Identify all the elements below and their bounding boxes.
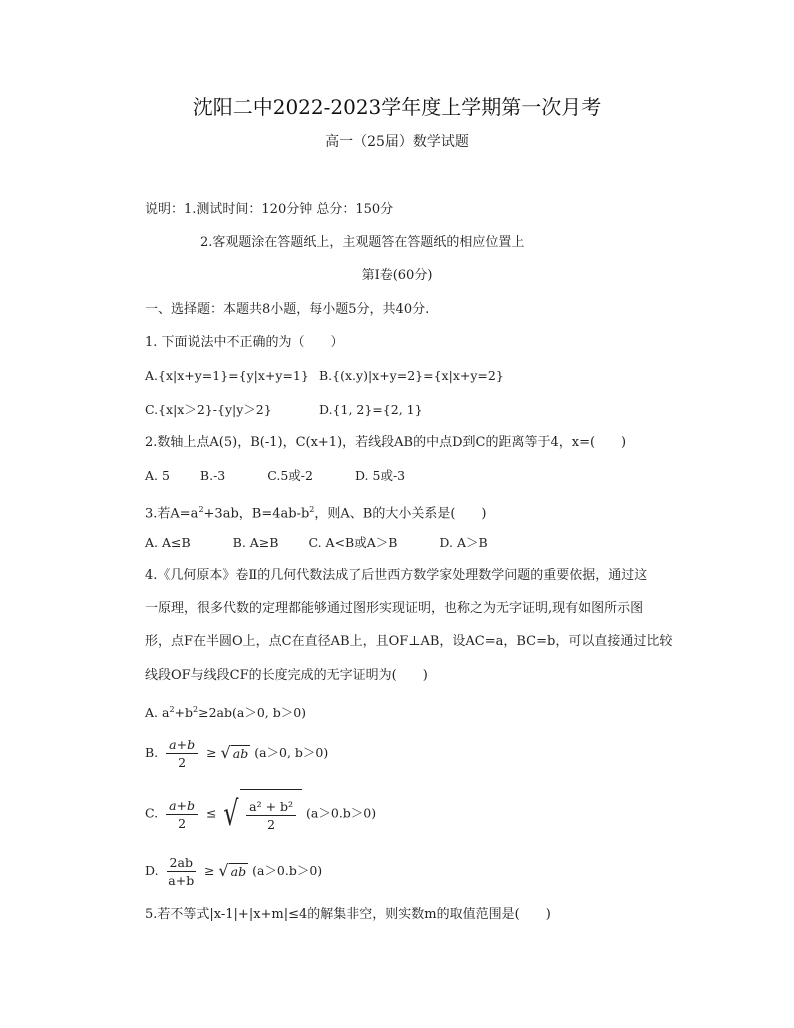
question-3-options (145, 534, 488, 552)
instructions-line-2: 2.客观题涂在答题纸上，主观题答在答题纸的相应位置上 (200, 235, 525, 250)
question-3-stem: 3.若$A=a^2+3ab$，$B=4ab-b^2$，则A、B的大小关系是( ) (145, 505, 487, 522)
question-2-option-a: A. 5 (145, 468, 170, 483)
square-root: √ ab (218, 861, 247, 880)
volume-heading: 第Ⅰ卷(60分) (361, 268, 433, 283)
question-2-options (145, 467, 405, 485)
exam-title: 沈阳二中2022-2023学年度上学期第一次月考 (192, 95, 602, 119)
question-4-option-a: A. $a^2+b^2\ge 2ab(a>0$, b＞0) (145, 705, 307, 721)
question-3-option-c: C. A<B或A＞B (308, 535, 398, 550)
question-1-option-a: A.{x|x+y=1}={y|x+y=1} (145, 368, 309, 383)
question-2-stem: 2.数轴上点A(5)，B(-1)，C(x+1)，若线段AB的中点D到C的距离等于4，x=( ) (145, 435, 627, 450)
question-2-option-b: B.-3 (199, 468, 226, 483)
question-1-option-d: D.{1, 2}={2, 1} (319, 402, 423, 417)
question-4-line-3: 形，点F在半圆O上，点C在直径AB上，且OF⊥AB，设AC=a，BC=b，可以直接通过比较 (145, 634, 673, 649)
question-1-option-b: B.{(x.y)|x+y=2}={x|x+y=2} (319, 368, 504, 383)
exam-subtitle: 高一（25届）数学试题 (325, 134, 469, 150)
question-5-stem: 5.若不等式|x-1|+|x+m|≤4的解集非空，则实数m的取值范围是( ) (145, 907, 551, 922)
instructions-line-1: 说明：1.测试时间：120分钟 总分：150分 (145, 202, 394, 217)
question-4-option-b: B. $\frac{a+b}{2}$ ≥ √ ab (a＞0, b＞0) (145, 733, 328, 774)
question-3-option-b: B. A≥B (232, 535, 279, 550)
question-1-option-c: C.{x|x＞2}-{y|y＞2} (145, 402, 272, 417)
question-4-option-d: D. $\frac{2ab}{a+b}$ ≥ √ ab (a＞0.b＞0) (145, 851, 322, 892)
question-1-stem: 1. 下面说法中不正确的为（ ） (145, 335, 344, 350)
fraction: $\frac{a+b}{2}$ (166, 797, 198, 832)
square-root: √ ab (220, 743, 249, 762)
question-3-option-d: D. A＞B (439, 535, 488, 550)
question-4-line-4: 线段OF与线段CF的长度完成的无字证明为( ) (145, 668, 428, 683)
question-2-option-d: D. 5或-3 (354, 468, 406, 483)
question-3-option-a: A. A≤B (145, 535, 191, 550)
question-4-line-1: 4.《几何原本》卷Ⅱ的几何代数法成了后世西方数学家处理数学问题的重要依据，通过这 (145, 568, 648, 583)
question-4-line-2: 一原理，很多代数的定理都能够通过图形实现证明，也称之为无字证明,现有如图所示图 (145, 601, 644, 616)
question-4-option-c: C. $\frac{a+b}{2}$ ≤ √ $\frac{\text{a² + b²}}{2}$ (a＞0.b＞0) (145, 789, 376, 839)
fraction: $\frac{a+b}{2}$ (166, 736, 198, 771)
question-2-option-c: C.5或-2 (267, 468, 313, 483)
square-root: √ $\frac{\text{a² + b²}}{2}$ (220, 789, 302, 839)
section-heading: 一、选择题：本题共8小题，每小题5分，共40分. (145, 302, 430, 317)
fraction: $\frac{2ab}{a+b}$ (168, 855, 195, 888)
